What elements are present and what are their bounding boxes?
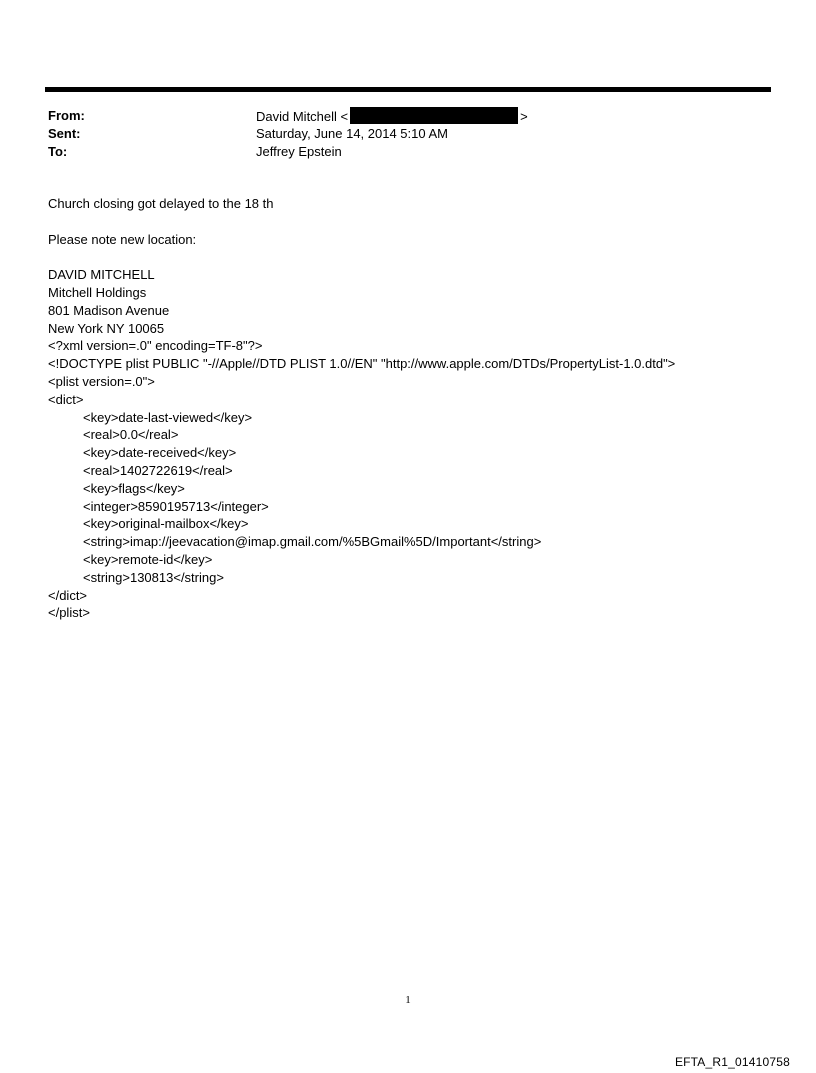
dict-line: <integer>8590195713</integer> xyxy=(83,498,269,514)
plist-closing-line: </dict> xyxy=(48,587,88,603)
from-close-bracket: > xyxy=(520,109,528,124)
signature-line: Mitchell Holdings xyxy=(48,284,147,300)
to-row xyxy=(48,143,768,161)
sent-row xyxy=(48,125,768,143)
plist-line: <dict> xyxy=(48,391,84,407)
bates-number: EFTA_R1_01410758 xyxy=(674,1055,790,1069)
plist-line: <!DOCTYPE plist PUBLIC "-//Apple//DTD PLIST 1.0//EN" "http://www.apple.com/DTDs/PropertyList-1.0.dtd"> xyxy=(48,356,676,372)
plist-closing-line: </plist> xyxy=(48,605,90,621)
dict-line: <key>remote-id</key> xyxy=(83,551,213,567)
from-name: David Mitchell < xyxy=(256,109,349,124)
plist-line: <?xml version=.0" encoding=TF-8"?> xyxy=(48,338,263,354)
to-label: To: xyxy=(48,144,68,159)
sent-value: Saturday, June 14, 2014 5:10 AM xyxy=(256,126,449,141)
signature-line: 801 Madison Avenue xyxy=(48,302,170,318)
body-paragraph-2: Please note new location: xyxy=(48,231,197,247)
signature-block xyxy=(48,266,788,337)
signature-line: DAVID MITCHELL xyxy=(48,267,155,283)
dict-line: <string>imap://jeevacation@imap.gmail.com/%5BGmail%5D/Important</string> xyxy=(83,534,542,550)
header-divider xyxy=(45,87,771,92)
page-number: 1 xyxy=(405,994,411,1006)
body-paragraph-1: Church closing got delayed to the 18 th xyxy=(48,196,274,211)
dict-line: <key>date-last-viewed</key> xyxy=(83,409,253,425)
dict-line: <key>flags</key> xyxy=(83,480,185,496)
email-body xyxy=(48,195,788,622)
redaction-box xyxy=(350,107,518,124)
dict-line: <key>original-mailbox</key> xyxy=(83,516,249,532)
plist-block xyxy=(48,337,788,622)
from-value xyxy=(256,107,528,126)
to-value: Jeffrey Epstein xyxy=(256,144,342,159)
from-label: From: xyxy=(48,108,85,123)
signature-line: New York NY 10065 xyxy=(48,320,165,336)
sent-label: Sent: xyxy=(48,126,81,141)
plist-line: <plist version=.0"> xyxy=(48,373,155,389)
from-row xyxy=(48,107,768,125)
dict-line: <key>date-received</key> xyxy=(83,445,237,461)
email-header xyxy=(48,107,768,161)
dict-line: <real>1402722619</real> xyxy=(83,462,233,478)
dict-line: <string>130813</string> xyxy=(83,569,224,585)
dict-line: <real>0.0</real> xyxy=(83,427,179,443)
